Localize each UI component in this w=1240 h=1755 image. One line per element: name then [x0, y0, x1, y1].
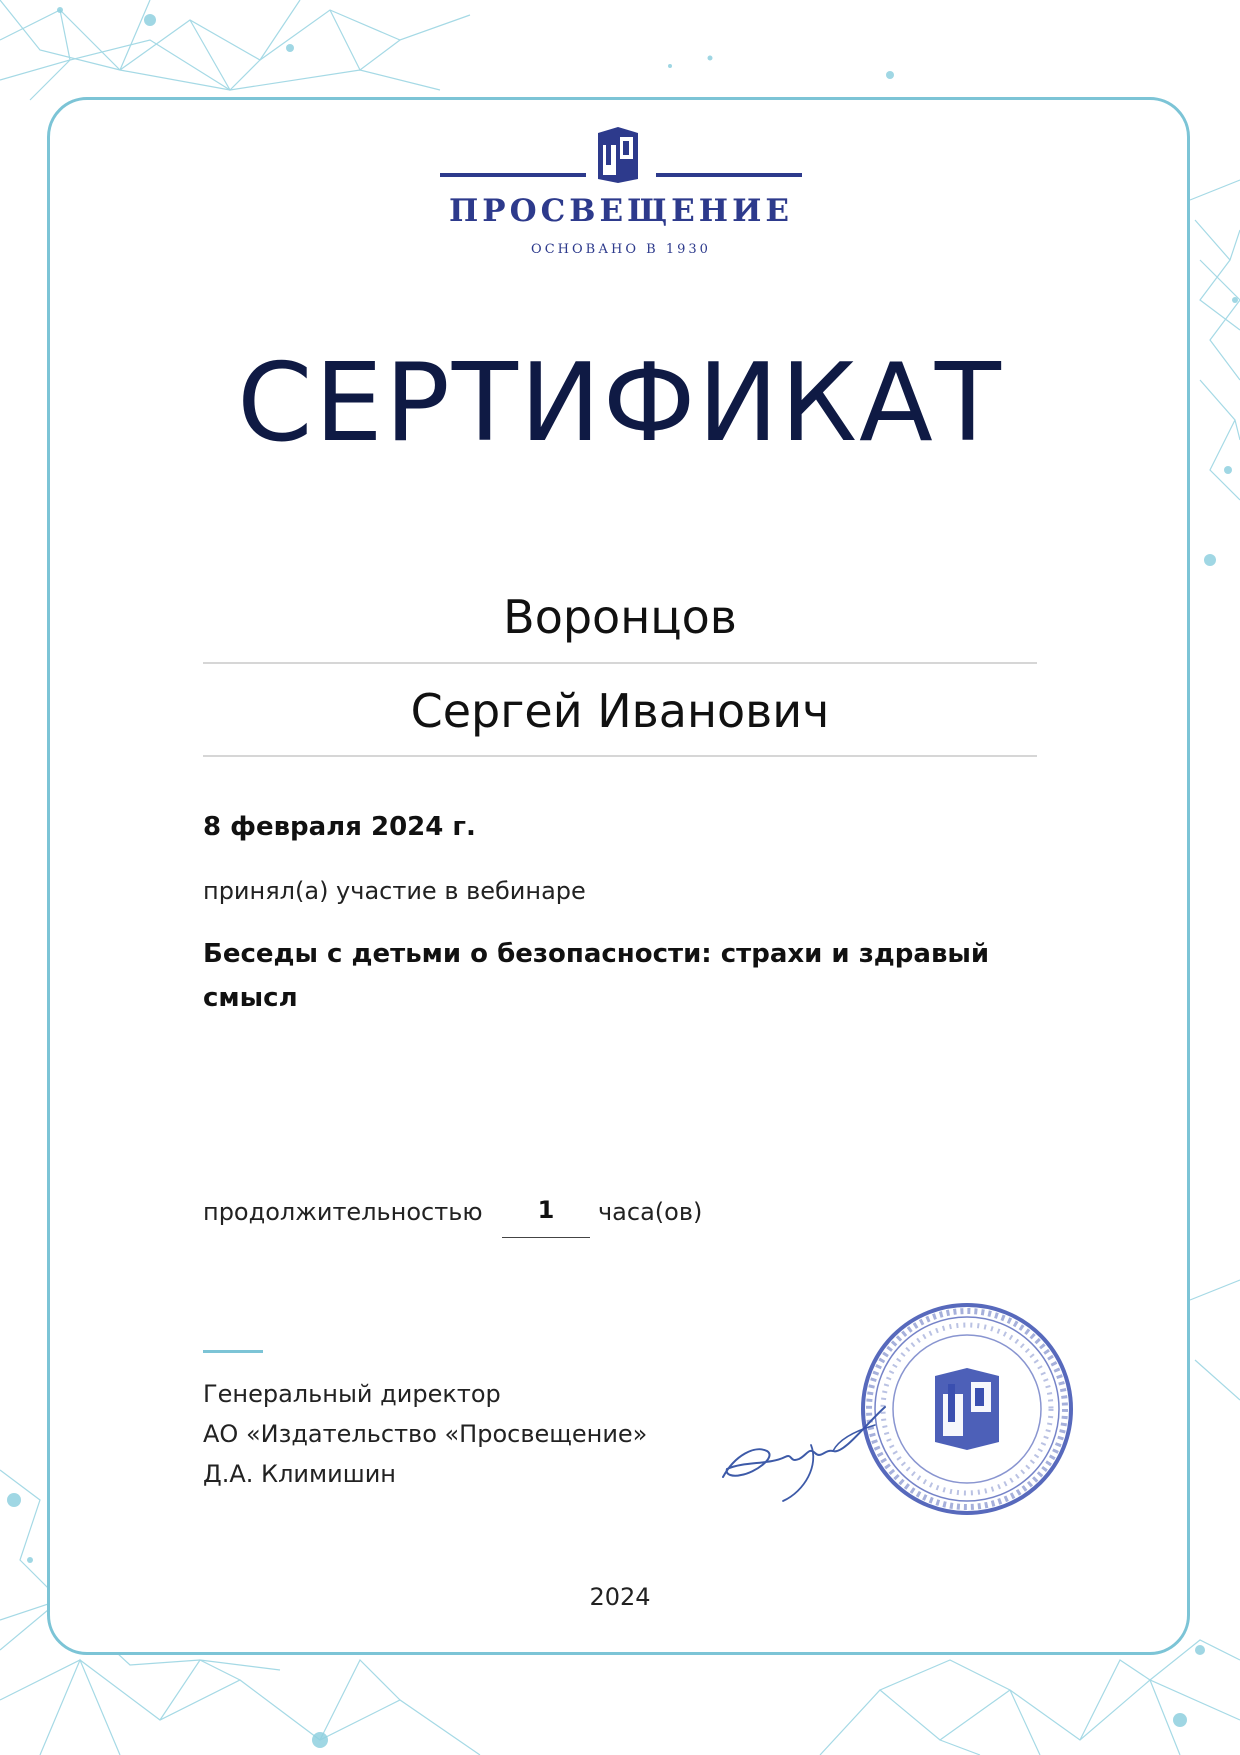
name-divider-2 — [203, 755, 1037, 757]
shield-logo-icon — [596, 127, 640, 183]
logo-line-left — [440, 173, 586, 177]
event-date: 8 февраля 2024 г. — [203, 812, 476, 842]
signatory-name: Д.А. Климишин — [203, 1460, 396, 1488]
brand-name: ПРОСВЕЩЕНИЕ — [448, 193, 793, 229]
signatory-block — [203, 1374, 647, 1494]
webinar-title: Беседы с детьми о безопасности: страхи и здравый смысл — [203, 939, 990, 1013]
accent-dash — [203, 1350, 263, 1353]
recipient-surname: Воронцов — [503, 590, 737, 644]
duration-value: 1 — [537, 1196, 555, 1224]
name-divider-1 — [203, 662, 1037, 664]
signatory-organization: АО «Издательство «Просвещение» — [203, 1420, 648, 1448]
footer-year: 2024 — [589, 1583, 651, 1611]
publisher-logo — [440, 125, 802, 265]
certificate-title: СЕРТИФИКАТ — [237, 341, 1003, 466]
participation-text: принял(а) участие в вебинаре — [203, 877, 586, 905]
brand-subtitle: ОСНОВАНО В 1930 — [531, 242, 711, 257]
logo-line-right — [656, 173, 802, 177]
official-stamp-image — [856, 1298, 1078, 1520]
recipient-given-names: Сергей Иванович — [410, 684, 830, 738]
duration-unit: часа(ов) — [598, 1198, 703, 1226]
duration-label: продолжительностью — [203, 1198, 483, 1226]
duration-underline — [502, 1237, 590, 1238]
signatory-position: Генеральный директор — [203, 1380, 501, 1408]
